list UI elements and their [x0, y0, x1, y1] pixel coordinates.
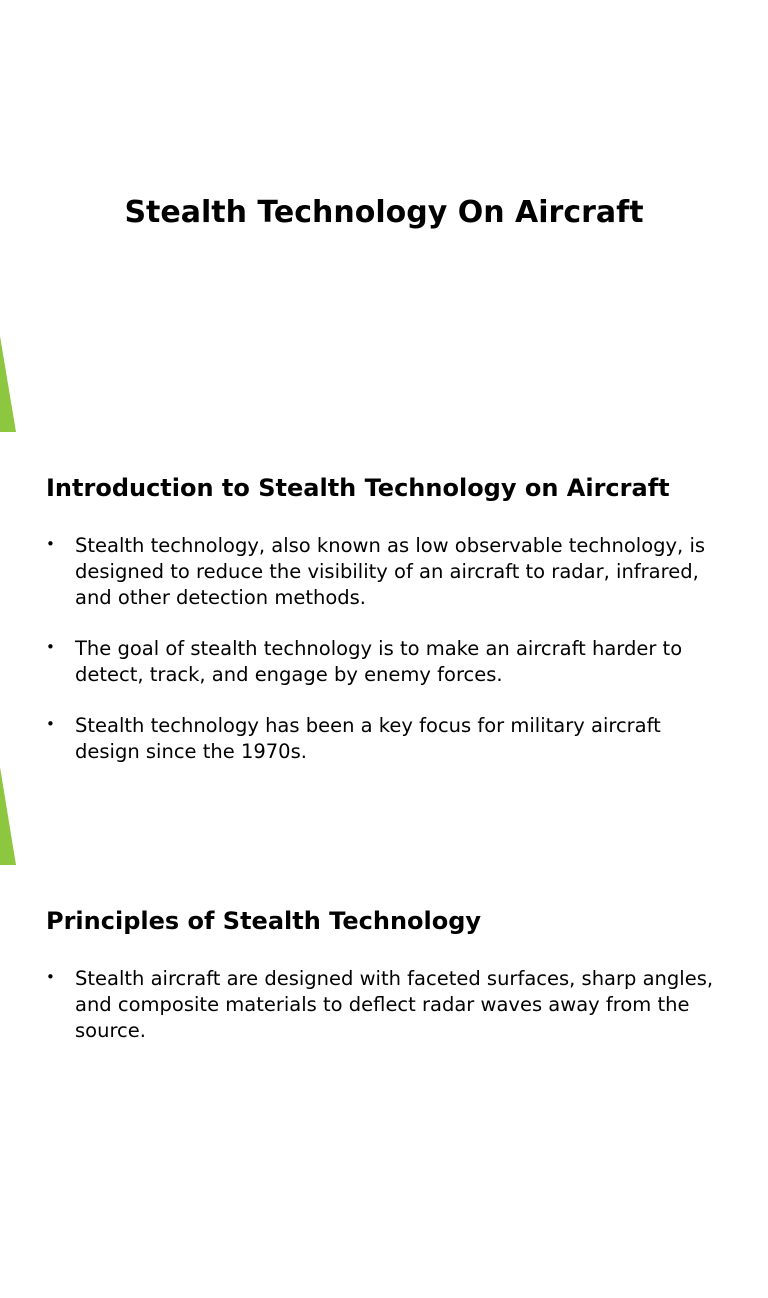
bullet-icon: •	[46, 968, 55, 986]
bullet-list	[46, 966, 726, 1069]
slide-heading: Introduction to Stealth Technology on Aircraft	[46, 474, 670, 502]
slide-principles	[0, 866, 768, 1298]
slide-introduction	[0, 433, 768, 865]
bullet-item	[46, 713, 726, 765]
bullet-icon: •	[46, 535, 55, 553]
bullet-text: Stealth aircraft are designed with faceted surfaces, sharp angles, and composite materials to deflect radar waves away from the source.	[75, 967, 714, 1042]
bullet-item	[46, 636, 726, 688]
green-accent-shape	[0, 336, 16, 432]
bullet-icon: •	[46, 638, 55, 656]
green-accent-shape	[0, 767, 16, 865]
bullet-text: The goal of stealth technology is to make an aircraft harder to detect, track, and engage by enemy forces.	[75, 637, 683, 686]
bullet-list	[46, 533, 726, 790]
bullet-icon: •	[46, 715, 55, 733]
bullet-item	[46, 533, 726, 611]
presentation-title: Stealth Technology On Aircraft	[124, 195, 644, 230]
slide-heading: Principles of Stealth Technology	[46, 907, 482, 935]
bullet-text: Stealth technology has been a key focus for military aircraft design since the 1970s.	[75, 714, 661, 763]
slide-title	[0, 0, 768, 432]
bullet-item	[46, 966, 726, 1044]
bullet-text: Stealth technology, also known as low observable technology, is designed to reduce the visibility of an aircraft to radar, infrared, and other detection methods.	[75, 534, 706, 609]
